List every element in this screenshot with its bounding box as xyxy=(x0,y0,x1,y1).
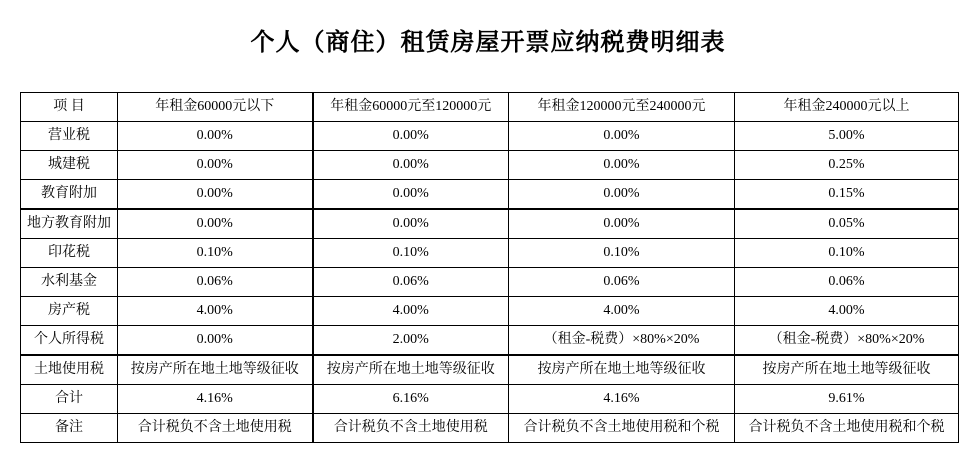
table-cell: 0.00% xyxy=(118,326,313,356)
table-cell: 4.00% xyxy=(118,297,313,326)
row-label: 备注 xyxy=(21,414,118,443)
corner-header: 项 目 xyxy=(21,93,118,122)
table-cell: 4.00% xyxy=(509,297,735,326)
table-cell: 按房产所在地土地等级征收 xyxy=(118,355,313,385)
table-cell: 4.16% xyxy=(509,385,735,414)
table-cell: 0.06% xyxy=(313,268,509,297)
table-row xyxy=(21,326,959,356)
table-cell: 6.16% xyxy=(313,385,509,414)
table-cell: 0.00% xyxy=(118,151,313,180)
table-cell: 0.06% xyxy=(509,268,735,297)
table-cell: 0.15% xyxy=(735,180,959,210)
table-cell: 5.00% xyxy=(735,122,959,151)
table-cell: 4.00% xyxy=(313,297,509,326)
table-cell: 0.10% xyxy=(509,239,735,268)
table-cell: 按房产所在地土地等级征收 xyxy=(735,355,959,385)
table-cell: 0.00% xyxy=(313,122,509,151)
column-header: 年租金120000元至240000元 xyxy=(509,93,735,122)
table-cell: 9.61% xyxy=(735,385,959,414)
table-cell: 0.10% xyxy=(118,239,313,268)
column-header: 年租金60000元至120000元 xyxy=(313,93,509,122)
table-row xyxy=(21,122,959,151)
table-cell: 4.16% xyxy=(118,385,313,414)
table-cell: 4.00% xyxy=(735,297,959,326)
table-cell: （租金-税费）×80%×20% xyxy=(735,326,959,356)
table-cell: 2.00% xyxy=(313,326,509,356)
row-label: 合计 xyxy=(21,385,118,414)
table-row xyxy=(21,268,959,297)
table-cell: 合计税负不含土地使用税 xyxy=(313,414,509,443)
table-cell: 0.00% xyxy=(118,122,313,151)
row-label: 水利基金 xyxy=(21,268,118,297)
page-title: 个人（商住）租赁房屋开票应纳税费明细表 xyxy=(250,30,726,56)
table-cell: 0.00% xyxy=(509,151,735,180)
row-label: 个人所得税 xyxy=(21,326,118,356)
table-header-row xyxy=(21,93,959,122)
table-cell: 0.10% xyxy=(735,239,959,268)
table-cell: 0.05% xyxy=(735,209,959,239)
tax-detail-table xyxy=(20,92,959,443)
table-cell: 0.00% xyxy=(509,209,735,239)
table-cell: 按房产所在地土地等级征收 xyxy=(313,355,509,385)
table-cell: （租金-税费）×80%×20% xyxy=(509,326,735,356)
row-label: 城建税 xyxy=(21,151,118,180)
column-header: 年租金60000元以下 xyxy=(118,93,313,122)
table-cell: 0.00% xyxy=(509,180,735,210)
table-cell: 0.00% xyxy=(118,180,313,210)
table-row xyxy=(21,355,959,385)
table-cell: 0.00% xyxy=(313,209,509,239)
table-row xyxy=(21,297,959,326)
table-cell: 按房产所在地土地等级征收 xyxy=(509,355,735,385)
table-cell: 合计税负不含土地使用税 xyxy=(118,414,313,443)
table-cell: 0.00% xyxy=(313,180,509,210)
table-row xyxy=(21,209,959,239)
table-cell: 0.25% xyxy=(735,151,959,180)
table-cell: 0.06% xyxy=(118,268,313,297)
table-row xyxy=(21,385,959,414)
table-cell: 0.06% xyxy=(735,268,959,297)
row-label: 土地使用税 xyxy=(21,355,118,385)
table-row xyxy=(21,414,959,443)
table-cell: 0.10% xyxy=(313,239,509,268)
row-label: 印花税 xyxy=(21,239,118,268)
row-label: 地方教育附加 xyxy=(21,209,118,239)
table-cell: 0.00% xyxy=(118,209,313,239)
table-row xyxy=(21,151,959,180)
row-label: 房产税 xyxy=(21,297,118,326)
table-row xyxy=(21,180,959,210)
table-row xyxy=(21,239,959,268)
row-label: 营业税 xyxy=(21,122,118,151)
table-cell: 0.00% xyxy=(509,122,735,151)
table-cell: 0.00% xyxy=(313,151,509,180)
row-label: 教育附加 xyxy=(21,180,118,210)
column-header: 年租金240000元以上 xyxy=(735,93,959,122)
table-cell: 合计税负不含土地使用税和个税 xyxy=(735,414,959,443)
table-cell: 合计税负不含土地使用税和个税 xyxy=(509,414,735,443)
